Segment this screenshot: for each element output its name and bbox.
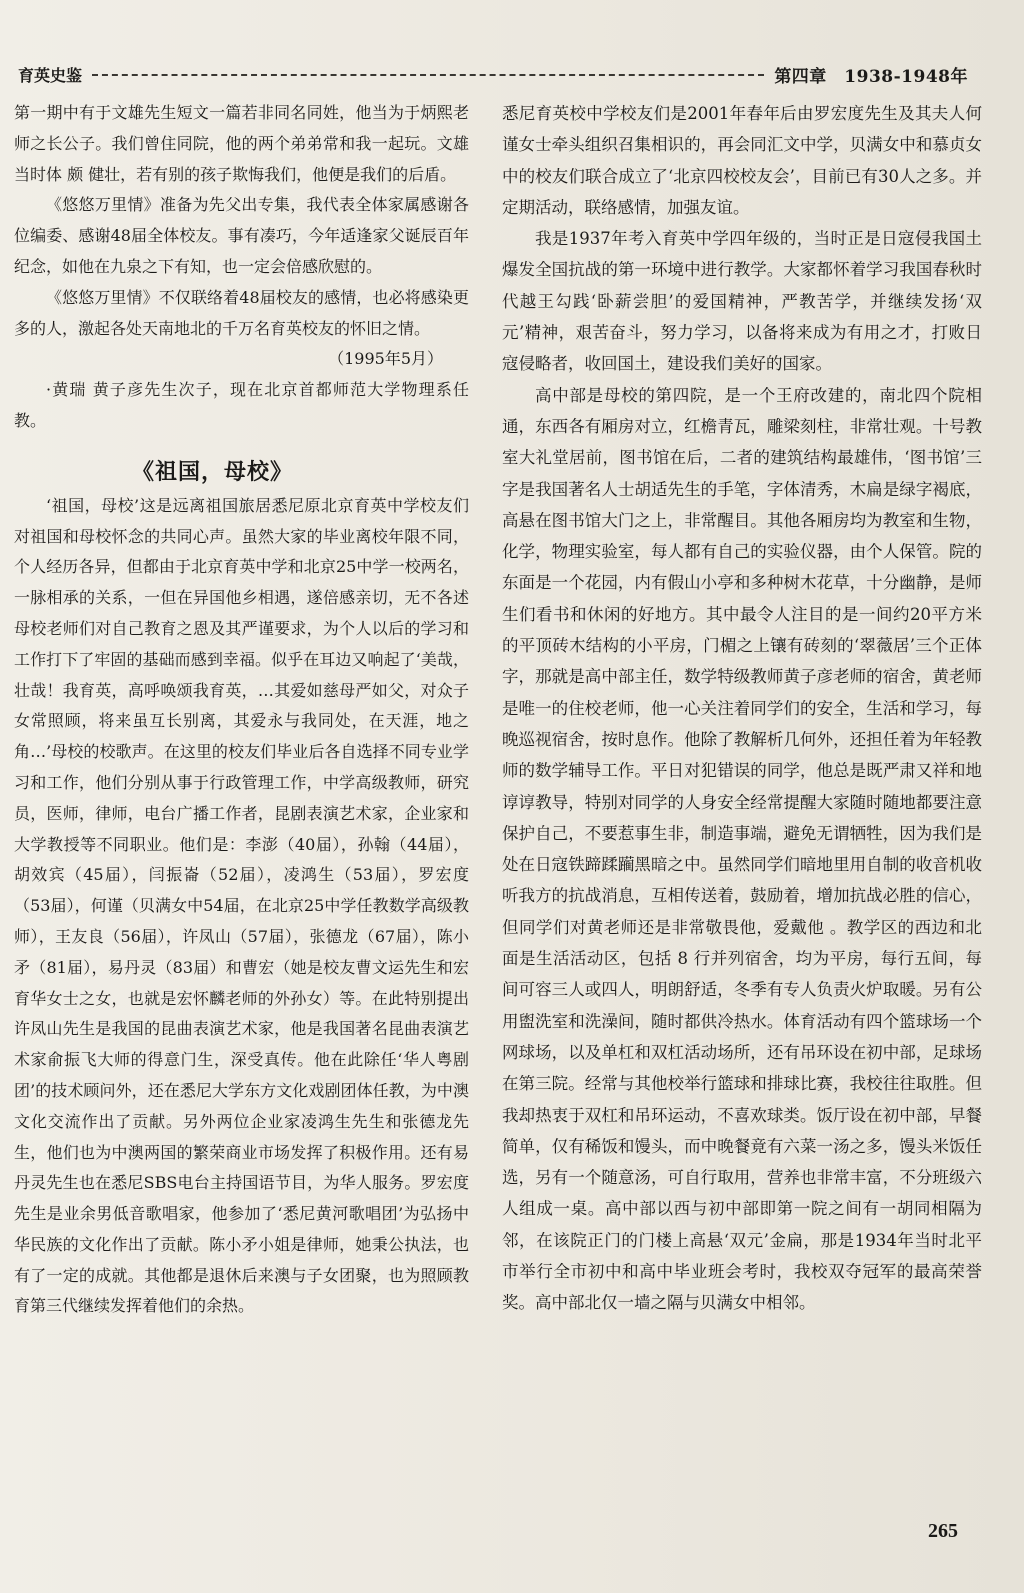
section-title: 《祖国，母校》 (132, 458, 294, 485)
paragraph: ‘祖国，母校’这是远离祖国旅居悉尼原北京育英中学校友们对祖国和母校怀念的共同心声。虽然大家的毕业离校年限不同，个人经历各异，但都由于北京育英中学和北京25中学一校两名，一脉相承的关系，一但在异国他乡相遇，遂倍感亲切，无不各述母校老师们对自己教育之恩及其严谨要求，为个人以后的学习和工作打下了牢固的基础而感到幸福。似乎在耳边又响起了‘美哉，壮哉！我育英，高呼唤颂我育英，…其爱如慈母严如父，对众子女常照顾，将来虽互长别离，其爱永与我同处，在天涯，地之角…’母校的校歌声。在这里的校友们毕业后各自选择不同专业学习和工作，他们分别从事于行政管理工作，中学高级教师，研究员，医师，律师，电台广播工作者，昆剧表演艺术家，企业家和大学教授等不同职业。他们是：李澎（40届），孙翰（44届），胡效宾（45届），闫振崙（52届），凌鸿生（53届），罗宏度（53届），何谨（贝满女中54届，在北京25中学任教数学高级教师），王友良（56届），许凤山（57届），张德龙（67届），陈小矛（81届），易丹灵（83届）和曹宏（她是校友曹文运先生和宏育华女士之女，也就是宏怀麟老师的外孙女）等。在此特别提出许凤山先生是我国的昆曲表演艺术家，他是我国著名昆曲表演艺术家俞振飞大师的得意门生，深受真传。他在此除任‘华人粤剧团’的技术顾问外，还在悉尼大学东方文化戏剧团体任教，为中澳文化交流作出了贡献。另外两位企业家凌鸿生先生和张德龙先生，他们也为中澳两国的繁荣商业市场发挥了积极作用。还有易丹灵先生也在悉尼SBS电台主持国语节目，为华人服务。罗宏度先生是业余男低音歌唱家，他参加了‘悉尼黄河歌唱团’为弘扬中华民族的文化作出了贡献。陈小矛小姐是律师，她秉公执法，也有了一定的成就。其他都是退休后来澳与子女团聚，也为照顾教育第三代继续发挥着他们的余热。 (14, 495, 469, 1316)
page-number: 265 (928, 1520, 958, 1542)
paragraph: 第一期中有于文雄先生短文一篇若非同名同姓，他当为于炳熙老师之长公子。我们曾住同院，他的两个弟弟常和我一起玩。文雄当时体 颇 健壮，若有别的孩子欺悔我们，他便是我们的后盾。 (14, 103, 469, 184)
paragraph: 《悠悠万里情》不仅联络着48届校友的感情，也必将感染更多的人，激起各处天南地北的千万名育英校友的怀旧之情。 (14, 287, 469, 338)
running-header (18, 58, 968, 90)
paragraph: 我是1937年考入育英中学四年级的，当时正是日寇侵我国土爆发全国抗战的第一环境中进行教学。大家都怀着学习我国春秋时代越王勾践‘卧薪尝胆’的爱国精神，严教苦学，并继续发扬‘双元’精神，艰苦奋斗，努力学习，以备将来成为有用之才，打败日寇侵略者，收回国土，建设我们美好的国家。 (502, 229, 982, 374)
paragraph: 《悠悠万里情》准备为先父出专集，我代表全体家属感谢各位编委、感谢48届全体校友。事有凑巧，今年适逢家父诞辰百年纪念，如他在九泉之下有知，也一定会倍感欣慰的。 (14, 195, 469, 276)
right-column (502, 98, 982, 1319)
author-note: ·黄瑞 黄子彦先生次子，现在北京首都师范大学物理系任教。 (14, 380, 469, 430)
header-chapter-title: 第四章 1938-1948年 (774, 66, 968, 87)
header-rule (92, 74, 764, 76)
paragraph: 悉尼育英校中学校友们是2001年春年后由罗宏度先生及其夫人何谨女士牵头组织召集相识的，再会同汇文中学，贝满女中和慕贞女中的校友们联合成立了‘北京四校校友会’，目前已有30人之多。并定期活动，联络感情，加强友谊。 (502, 104, 982, 217)
date-line: （1995年5月） (328, 349, 443, 369)
paragraph: 高中部是母校的第四院，是一个王府改建的，南北四个院相通，东西各有厢房对立，红檐青瓦，雕梁刻柱，非常壮观。十号教室大礼堂居前，图书馆在后，二者的建筑结构最雄伟，‘图书馆’三字是我国著名人士胡适先生的手笔，字体清秀，木扁是绿字褐底，高悬在图书馆大门之上，非常醒目。其他各厢房均为教室和生物，化学，物理实验室，每人都有自己的实验仪器，由个人保管。院的东面是一个花园，内有假山小亭和多种树木花草，十分幽静，是师生们看书和休闲的好地方。其中最令人注目的是一间约20平方米的平顶砖木结构的小平房，门楣之上镶有砖刻的‘翠薇居’三个正体字，那就是高中部主任，数学特级教师黄子彦老师的宿舍，黄老师是唯一的住校老师，他一心关注着同学们的安全，生活和学习，每晚巡视宿舍，按时息作。他除了教解析几何外，还担任着为年轻教师的数学辅导工作。平日对犯错误的同学，他总是既严肃又祥和地谆谆教导，特别对同学的人身安全经常提醒大家随时随地都要注意保护自己，不要惹事生非，制造事端，避免无谓牺牲，因为我们是处在日寇铁蹄蹂躏黑暗之中。虽然同学们暗地里用自制的收音机收听我方的抗战消息，互相传送着，鼓励着，增加抗战必胜的信心，但同学们对黄老师还是非常敬畏他，爱戴他 。教学区的西边和北面是生活活动区，包括 8 行并列宿舍，均为平房，每行五间，每间可容三人或四人，明朗舒适，冬季有专人负责火炉取暖。另有公用盥洗室和洗澡间，随时都供冷热水。体育活动有四个篮球场一个网球场，以及单杠和双杠活动场所，还有吊环设在初中部，足球场在第三院。经常与其他校举行篮球和排球比赛，我校往往取胜。但我却热衷于双杠和吊环运动，不喜欢球类。饭厅设在初中部，早餐简单，仅有稀饭和馒头，而中晚餐竟有六菜一汤之多，馒头米饭任选，另有一个随意汤，可自行取用，营养也非常丰富，不分班级六人组成一桌。高中部以西与初中部即第一院之间有一胡同相隔为邻，在该院正门的门楼上高悬‘双元’金扁，那是1934年当时北平市举行全市初中和高中毕业班会考时，我校双夺冠军的最高荣誉奖。高中部北仅一墙之隔与贝满女中相邻。 (502, 385, 982, 1313)
left-column (14, 98, 469, 1322)
header-book-title: 育英史鉴 (18, 65, 83, 85)
